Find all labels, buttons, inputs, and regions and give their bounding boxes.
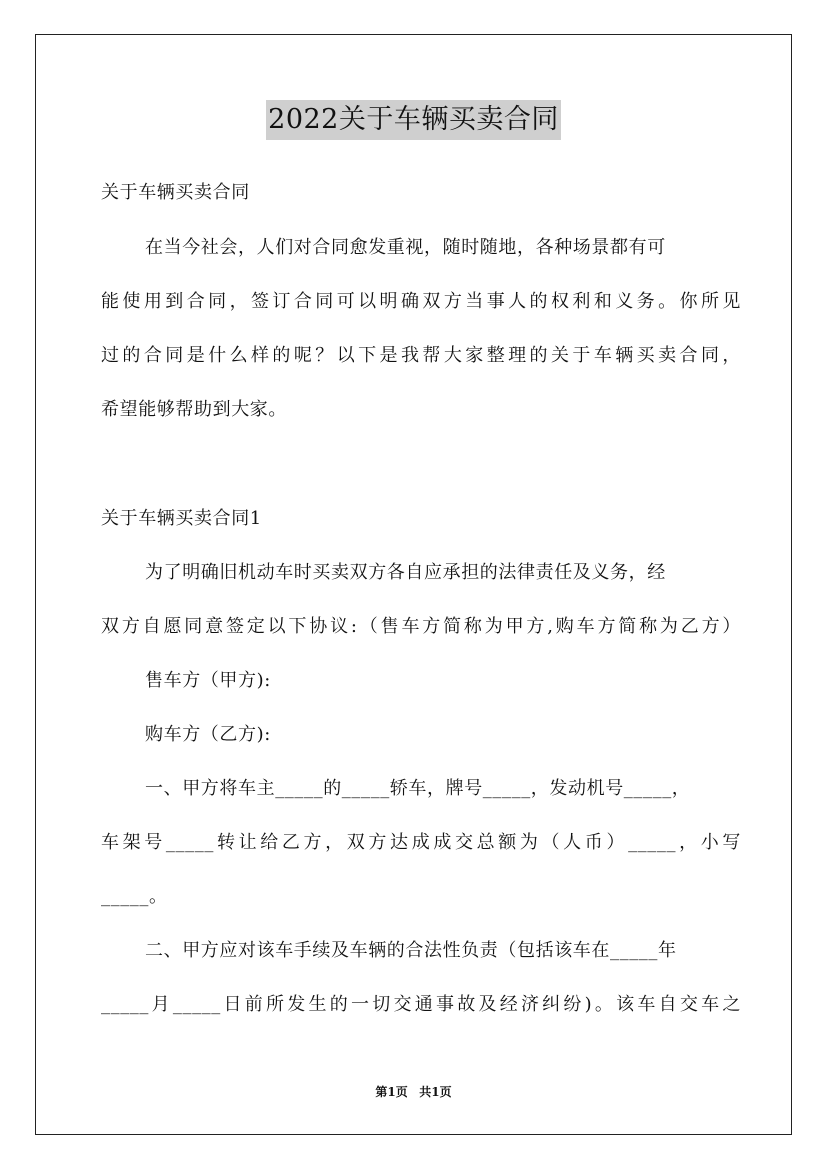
paragraph-line: 为了明确旧机动车时买卖双方各自应承担的法律责任及义务，经	[145, 562, 666, 583]
paragraph-line: 一、甲方将车主_____的_____轿车，牌号_____，发动机号_____，	[145, 778, 691, 799]
paragraph-line: 双方自愿同意签定以下协议:（售车方简称为甲方,购车方简称为乙方）	[101, 616, 741, 637]
page-number: 第1页	[375, 1085, 408, 1099]
page-total: 共1页	[419, 1085, 452, 1099]
paragraph-line: 希望能够帮助到大家。	[101, 399, 287, 420]
paragraph-line: 售车方（甲方):	[145, 670, 271, 691]
paragraph-line: 车架号_____转让给乙方，双方达成成交总额为（人币）_____，小写	[101, 832, 741, 853]
section-heading: 关于车辆买卖合同1	[101, 508, 262, 529]
paragraph-line: 在当今社会，人们对合同愈发重视，随时随地，各种场景都有可	[145, 237, 666, 258]
paragraph-line: _____月_____日前所发生的一切交通事故及经济纠纷)。该车自交车之	[101, 994, 741, 1015]
paragraph-line: 能使用到合同，签订合同可以明确双方当事人的权利和义务。你所见	[101, 291, 741, 312]
paragraph-line: _____。	[101, 886, 168, 907]
paragraph-line: 二、甲方应对该车手续及车辆的合法性负责（包括该车在_____年	[145, 940, 677, 961]
paragraph-line: 购车方（乙方):	[145, 724, 271, 745]
section-heading: 关于车辆买卖合同	[101, 182, 250, 203]
document-title: 2022关于车辆买卖合同	[266, 100, 561, 140]
page-footer	[0, 1084, 827, 1100]
paragraph-line: 过的合同是什么样的呢？以下是我帮大家整理的关于车辆买卖合同，	[101, 345, 741, 366]
